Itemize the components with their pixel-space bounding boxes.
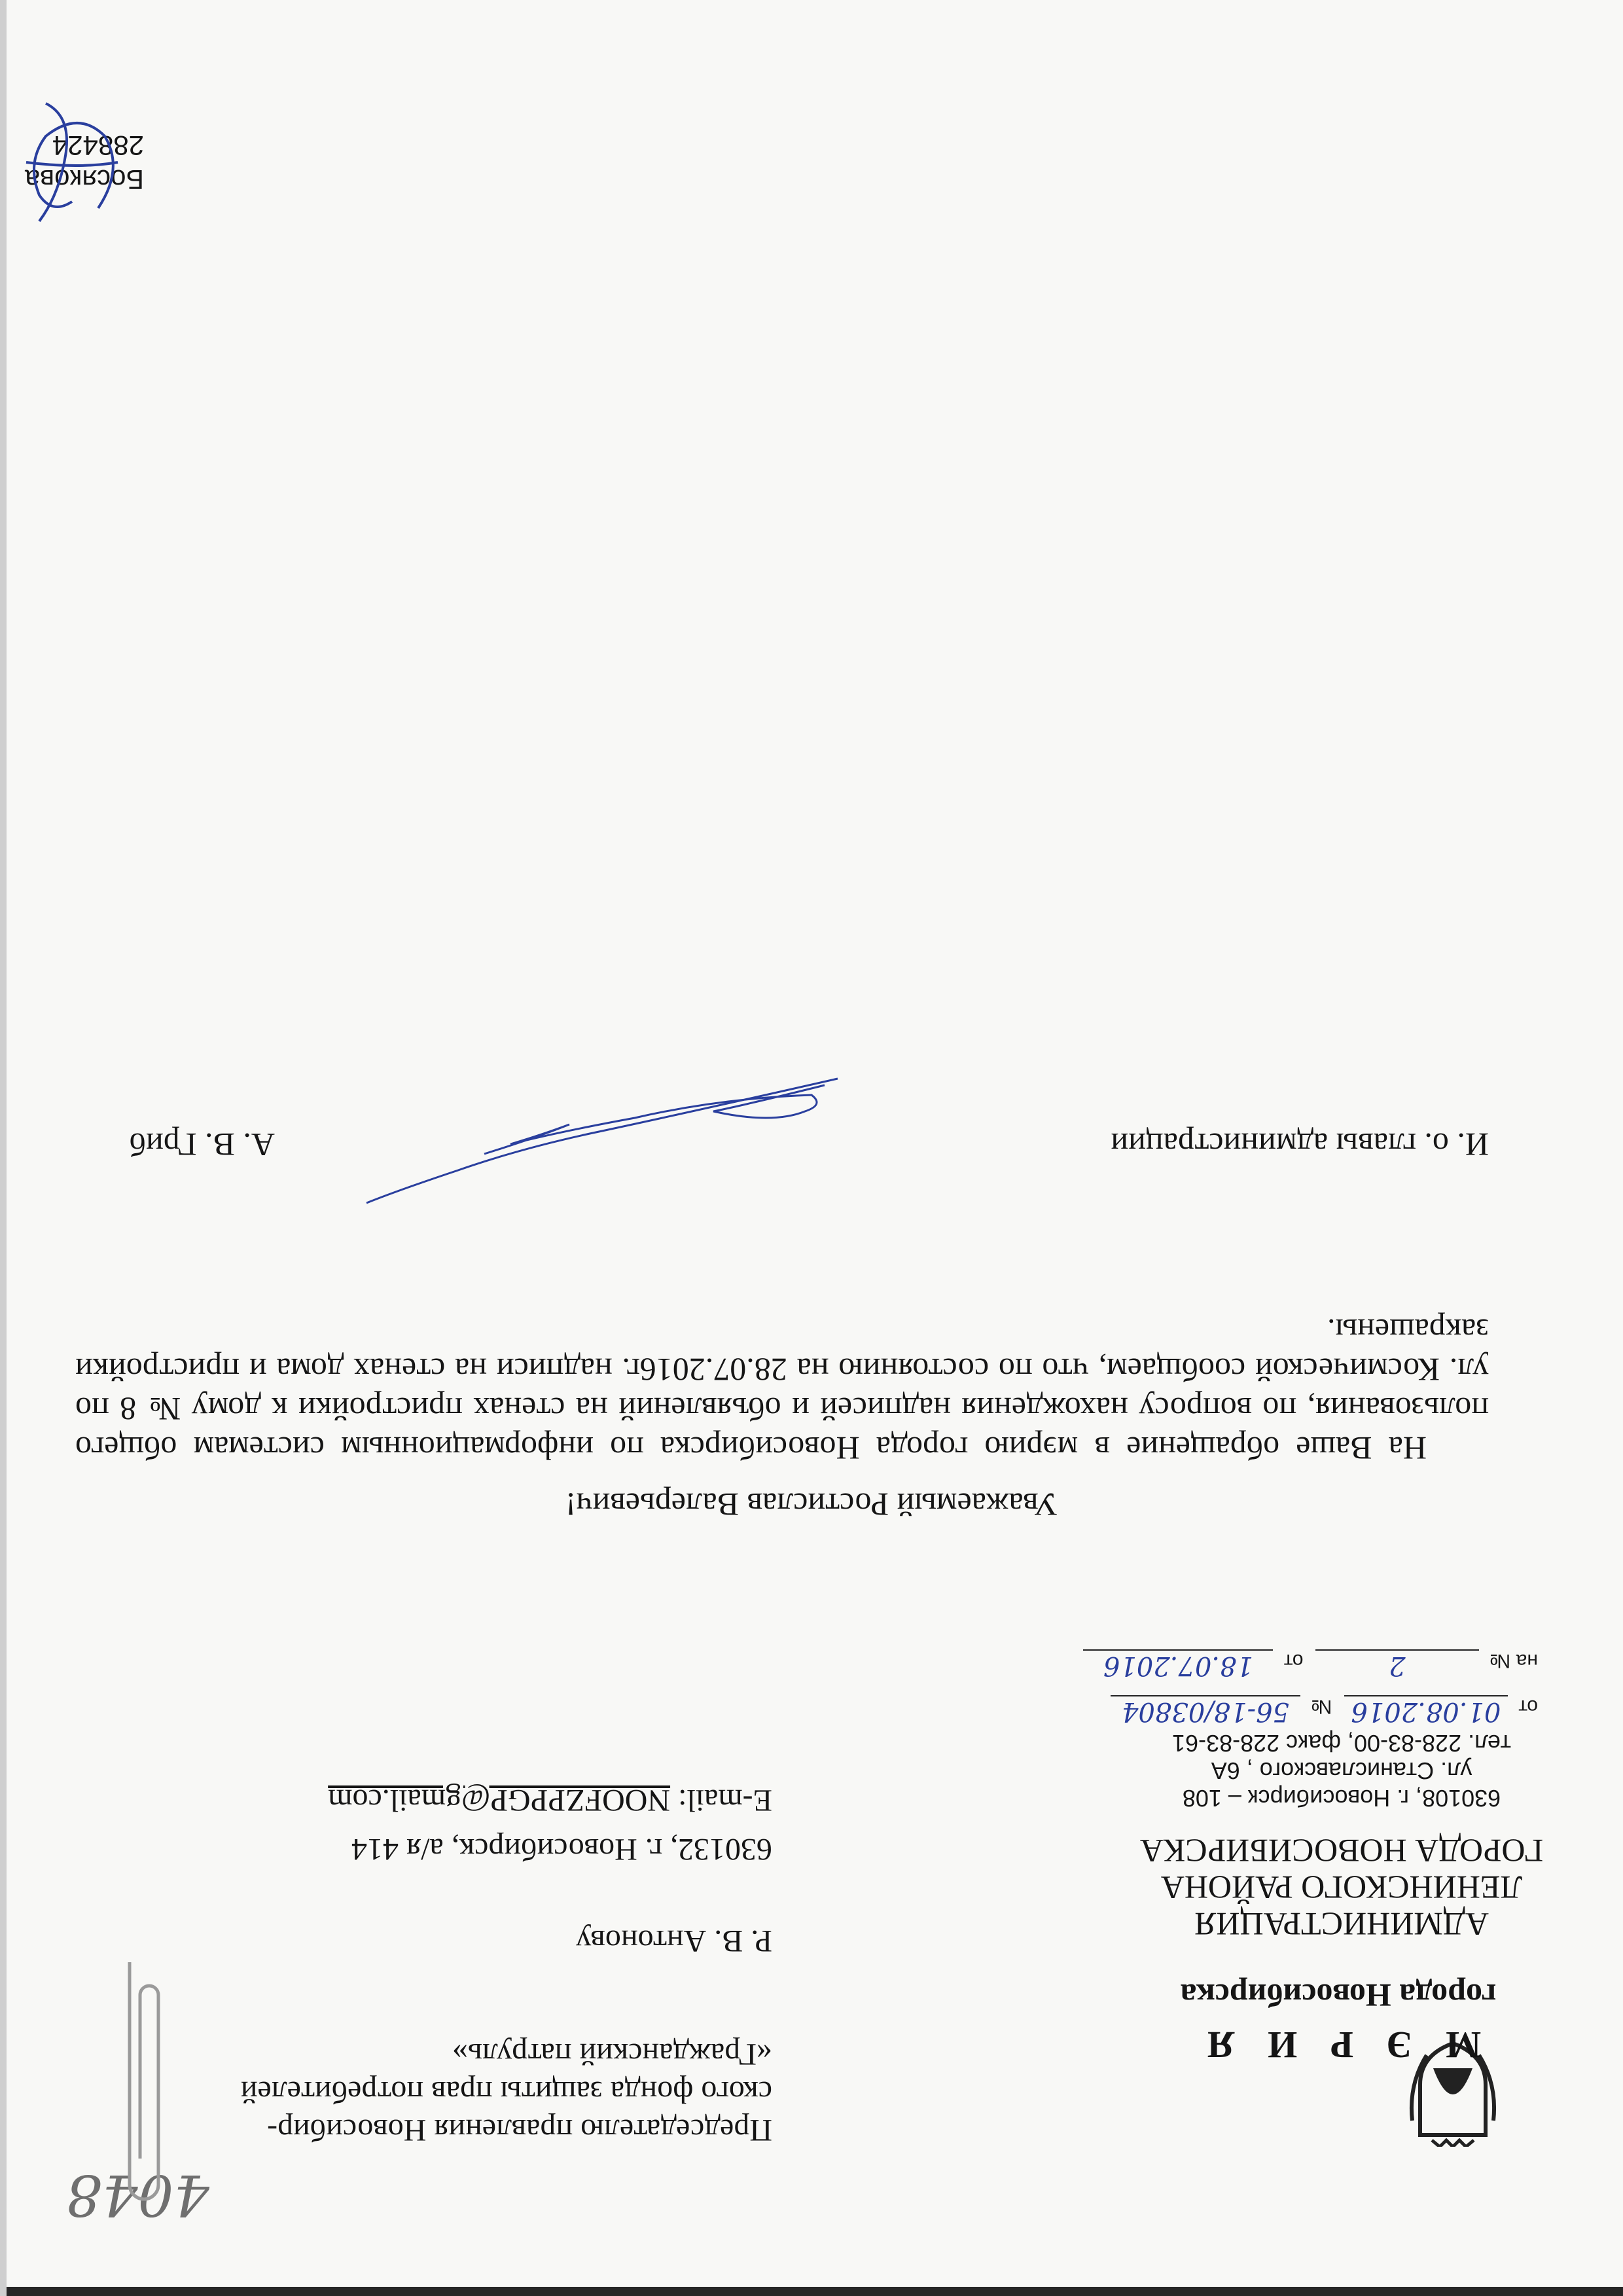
recipient-block <box>46 2035 772 2149</box>
address-line: 630108, г. Новосибирск – 108 <box>1182 1785 1501 1812</box>
scan-edge-right <box>0 0 7 2296</box>
handwritten-initials <box>13 84 137 234</box>
recipient-email-line <box>328 1782 772 1818</box>
sender-address <box>1132 1729 1551 1812</box>
reference-row <box>1083 1649 1538 1681</box>
admin-line: АДМИНИСТРАЦИЯ <box>1194 1906 1489 1943</box>
signer-name: А. В. Гриб <box>129 1126 275 1163</box>
address-line: тел. 228-83-00, факс 228-83-61 <box>1172 1730 1511 1757</box>
executor-phone: 288424 <box>52 130 144 161</box>
executor-name: Босякова <box>24 164 144 195</box>
org-title: М Э Р И Я <box>1195 2024 1482 2066</box>
ref-date: 18.07.2016 <box>1083 1649 1273 1681</box>
admin-line: ЛЕНИНСКОГО РАЙОНА <box>1160 1869 1523 1906</box>
admin-block <box>1132 1833 1551 1943</box>
handwritten-number: 4048 <box>66 2162 209 2227</box>
org-subtitle: города Новосибирска <box>1180 1977 1497 2014</box>
scan-edge-top <box>0 2287 1623 2296</box>
email-label: E-mail: <box>670 1783 772 1818</box>
ref-no: 2 <box>1315 1649 1479 1681</box>
letter-body <box>75 1311 1489 1468</box>
registration-row <box>1111 1695 1538 1727</box>
ref-no-label: на № <box>1489 1650 1538 1672</box>
recipient-line: ского фонда защиты прав потребителей <box>240 2075 772 2109</box>
recipient-line: Председателю правления Новосибир- <box>267 2113 772 2147</box>
recipient-email: NOOFZPPGP@gmail.com <box>328 1783 671 1818</box>
recipient-address: 630132, г. Новосибирск, а/я 414 <box>351 1832 772 1867</box>
reg-date: 01.08.2016 <box>1344 1695 1508 1727</box>
ref-date-label: от <box>1283 1650 1304 1672</box>
reg-no: 56-18/03804 <box>1111 1695 1300 1727</box>
recipient-line: «Гражданский патруль» <box>452 2037 772 2072</box>
address-line: ул. Станиславского , 6А <box>1211 1757 1472 1784</box>
admin-line: ГОРОДА НОВОСИБИРСКА <box>1139 1833 1544 1869</box>
handwritten-signature <box>353 1066 851 1210</box>
recipient-name: Р. В. Антонову <box>575 1924 772 1958</box>
reg-no-label: № <box>1311 1696 1332 1717</box>
signer-position: И. о. главы администрации <box>1111 1126 1489 1163</box>
reg-date-label: от <box>1518 1696 1538 1717</box>
salutation: Уважаемый Ростислав Валерьевич! <box>565 1486 1058 1523</box>
body-paragraph: На Ваше обращение в мэрию города Новосибирска по информационным системам общего пользования, по вопросу нахождения надписей и объявлений на стенах пристройки к дому № 8 по ул. Космической сообщаем, что по состоянию на 28.07.2016г. надписи на стенах дома и пристройки закрашены. <box>75 1312 1489 1467</box>
